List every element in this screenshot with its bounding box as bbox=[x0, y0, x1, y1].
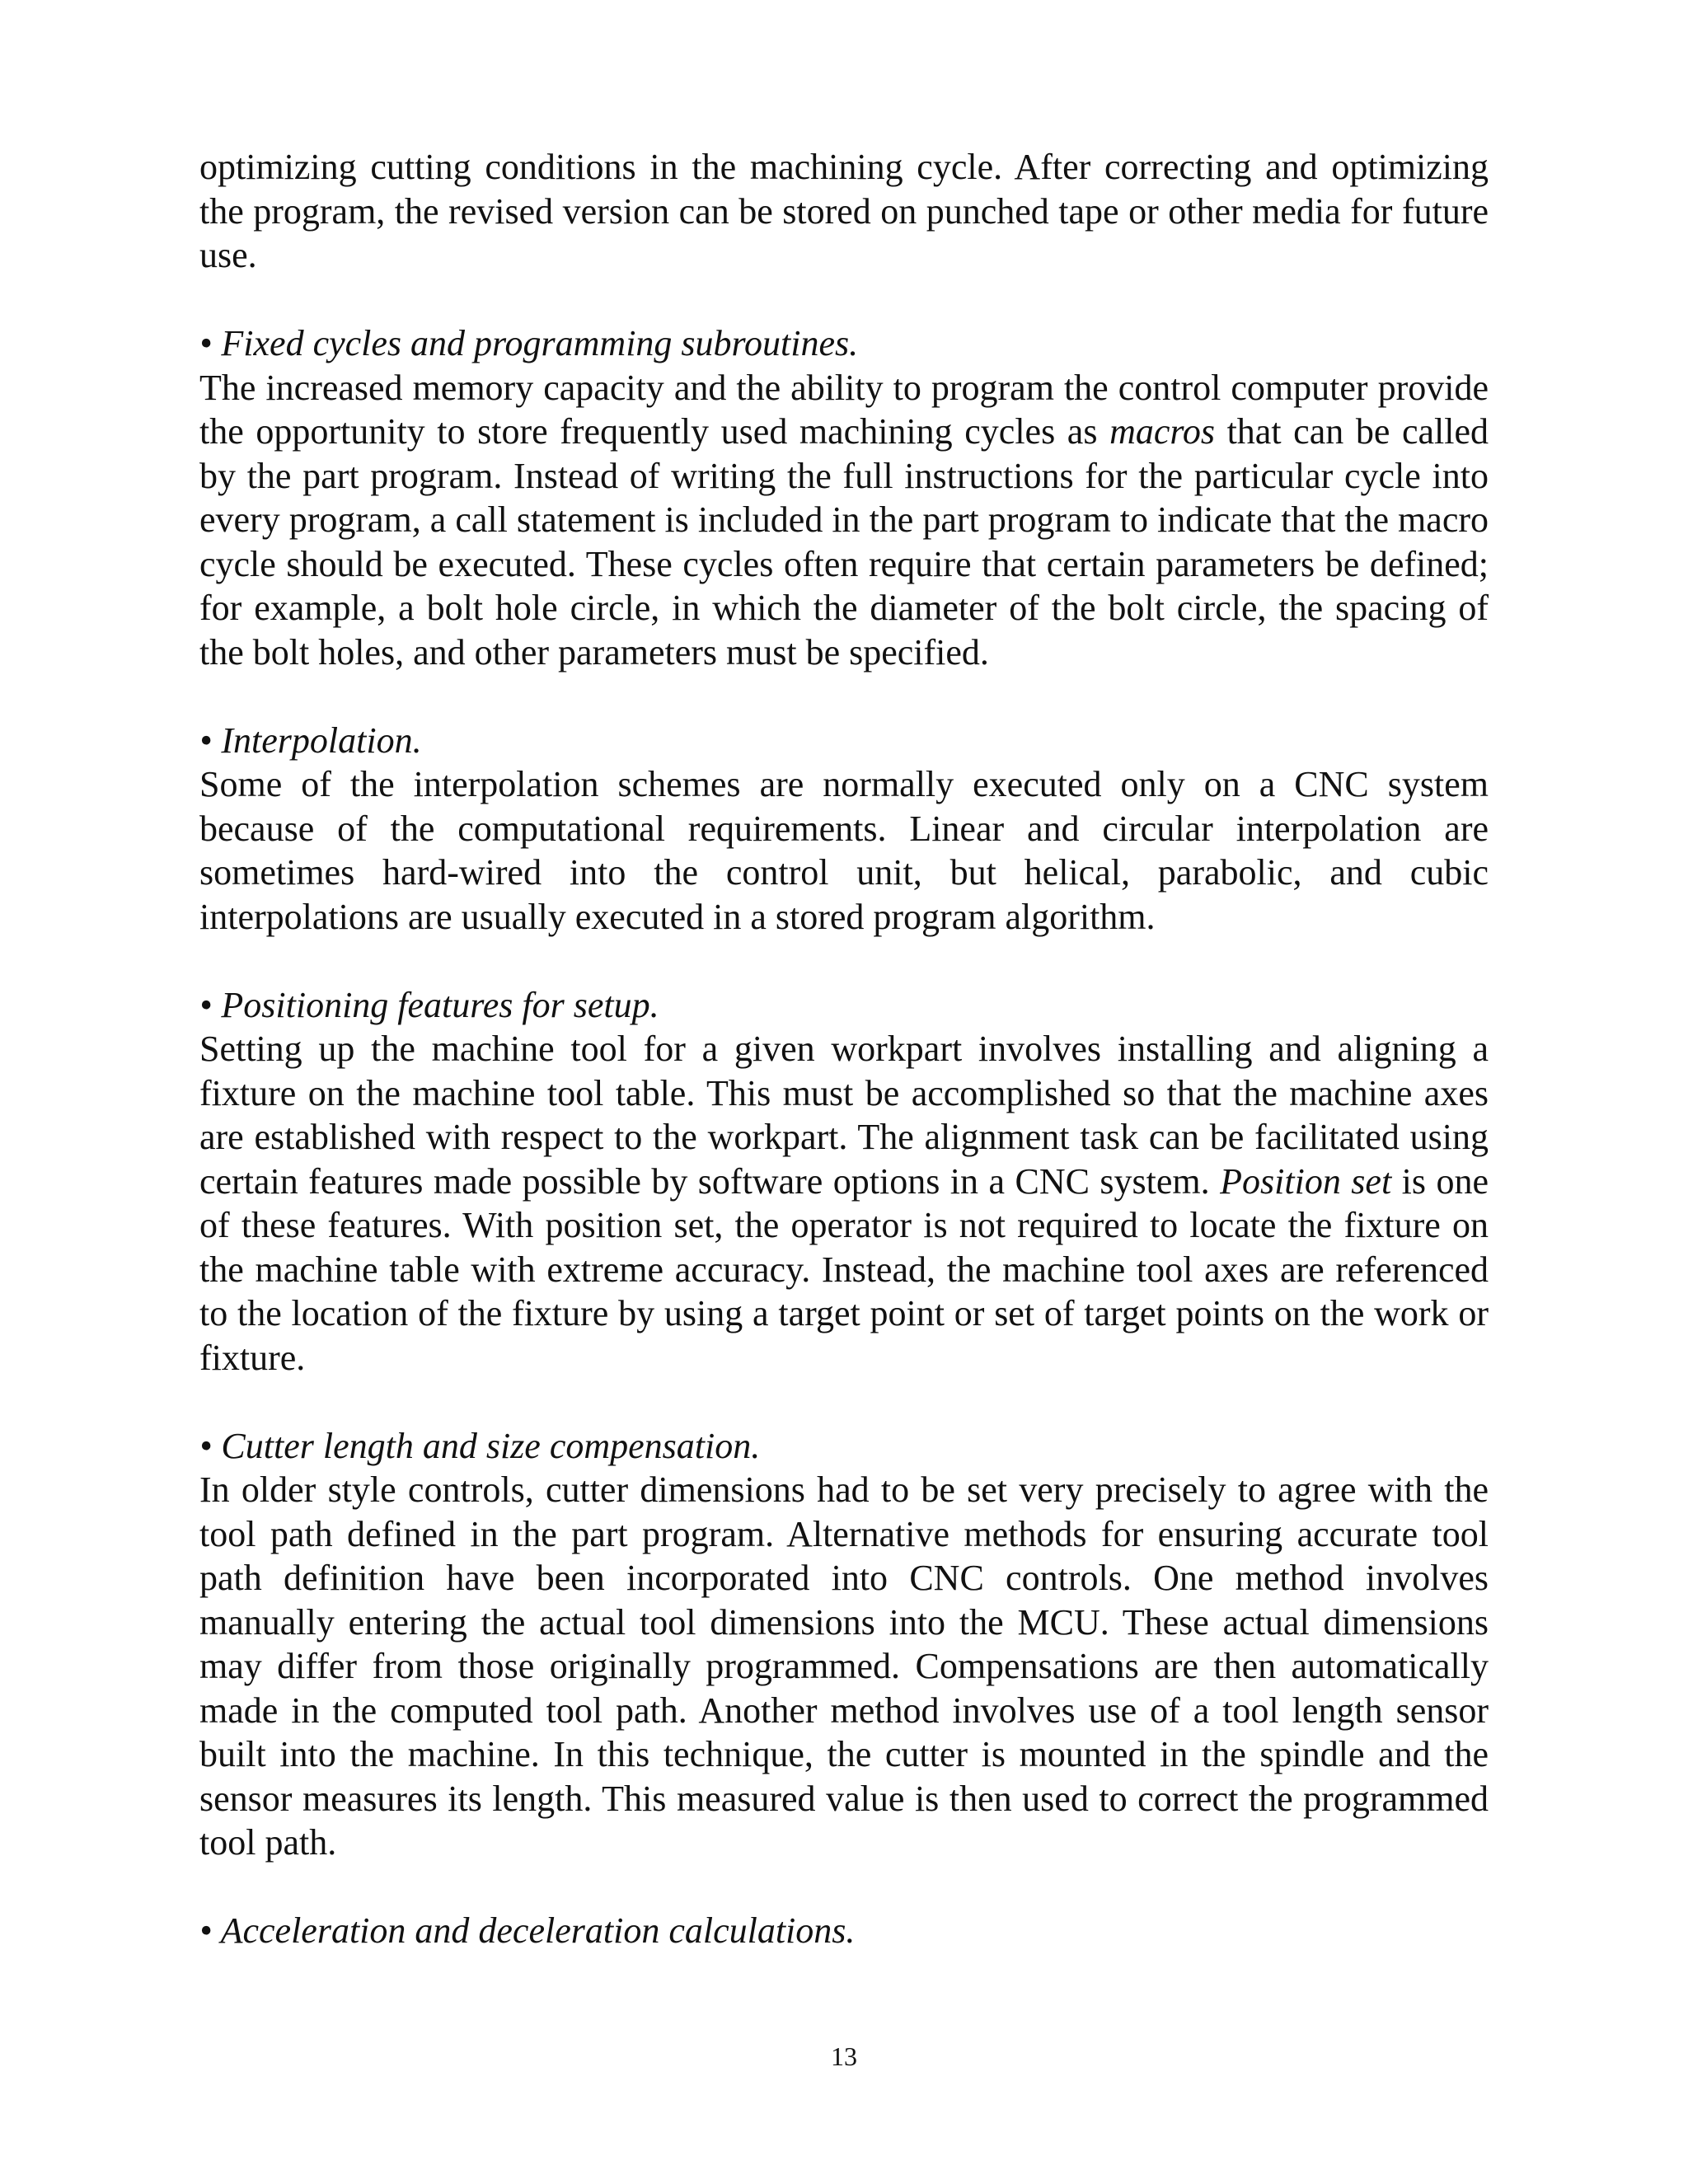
paragraph-interpolation: Some of the interpolation schemes are normally executed only on a CNC system because of the computational requirements. Linear and circular interpolation are sometimes hard-wired into the control unit, but helical, parabolic, and cubic interpolations are usually executed in a stored program algorithm. bbox=[199, 764, 1489, 937]
paragraph-gap bbox=[199, 1865, 1489, 1910]
heading-interpolation: • Interpolation. bbox=[199, 719, 422, 761]
paragraph-cutter-compensation: In older style controls, cutter dimensions had to be set very precisely to agree with the tool path defined in the part program. Alternative methods for ensuring accurate tool path definition have been incorporated into CNC controls. One method involves manually entering the actual tool dimensions into the MCU. These actual dimensions may differ from those originally programmed. Compensations are then automatically made in the computed tool path. Another method involves use of a tool length sensor built into the machine. In this technique, the cutter is mounted in the spindle and the sensor measures its length. This measured value is then used to correct the programmed tool path. bbox=[199, 1469, 1489, 1863]
body-text bbox=[199, 145, 1489, 1953]
emphasis-macros: macros bbox=[1109, 411, 1215, 452]
paragraph-positioning bbox=[199, 1027, 1489, 1380]
heading-fixed-cycles: • Fixed cycles and programming subroutines. bbox=[199, 323, 859, 363]
paragraph-fixed-cycles bbox=[199, 366, 1489, 675]
emphasis-position-set: Position set bbox=[1220, 1160, 1392, 1202]
paragraph-gap bbox=[199, 278, 1489, 322]
text-run: Setting up the machine tool for a given workpart involves installing and aligning a fixture on the machine tool table. This must be accomplished so that the machine axes are established with respect to the workpart. The alignment task can be facilitated using certain features made possible by software options in a CNC system. bbox=[199, 1029, 1489, 1202]
page-number: 13 bbox=[831, 2041, 857, 2071]
text-run: is one of these features. With position set, the operator is not required to locate the fixture on the machine table with extreme accuracy. Instead, the machine tool axes are referenced to the location of the fixture by using a target point or set of target points on the work or fixture. bbox=[199, 1160, 1489, 1378]
text-run: that can be called by the part program. Instead of writing the full instructions for the particular cycle into every program, a call statement is included in the part program to indicate that the macro cycle should be executed. These cycles often require that certain parameters be defined; for example, a bolt hole circle, in which the diameter of the bolt circle, the spacing of the bolt holes, and other parameters must be specified. bbox=[199, 411, 1489, 673]
paragraph-gap bbox=[199, 674, 1489, 719]
heading-positioning: • Positioning features for setup. bbox=[199, 984, 659, 1025]
paragraph-gap bbox=[199, 939, 1489, 983]
continuation-paragraph: optimizing cutting conditions in the machining cycle. After correcting and optimizing the program, the revised version can be stored on punched tape or other media for future use. bbox=[199, 147, 1489, 275]
heading-cutter-compensation: • Cutter length and size compensation. bbox=[199, 1425, 761, 1466]
text-run: The increased memory capacity and the ability to program the control computer provide the opportunity to store frequently used machining cycles as bbox=[199, 367, 1489, 452]
heading-acceleration: • Acceleration and deceleration calculations. bbox=[199, 1910, 856, 1951]
paragraph-gap bbox=[199, 1380, 1489, 1424]
